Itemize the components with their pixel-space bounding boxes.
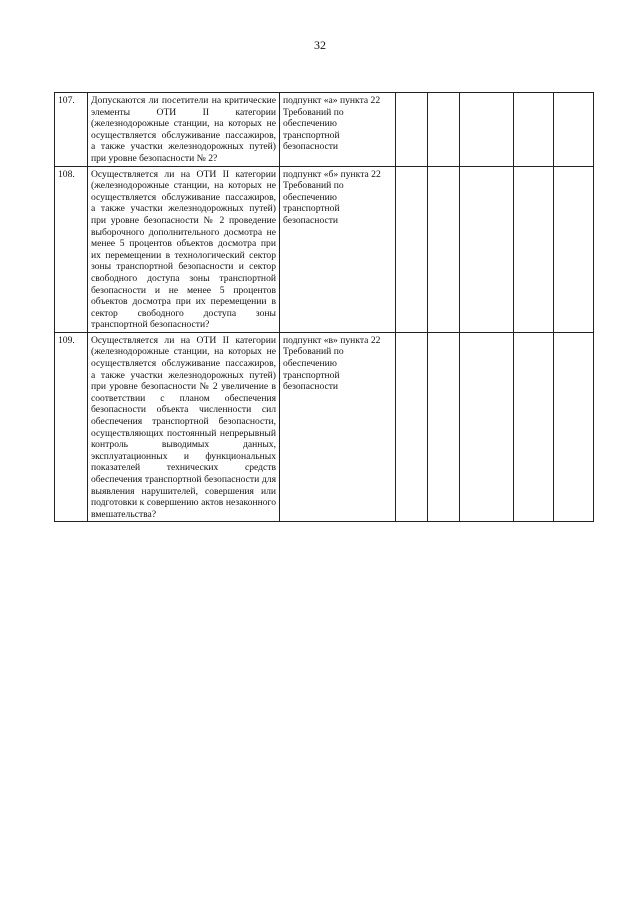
answer-not-applicable-cell xyxy=(460,332,514,522)
table-row xyxy=(55,332,594,522)
checklist-table xyxy=(54,92,594,522)
notes-cell xyxy=(554,93,594,167)
legal-basis: подпункт «а» пункта 22 Требований по обеспечению транспортной безопасности xyxy=(280,93,396,167)
answer-blank-cell xyxy=(514,166,554,332)
answer-blank-cell xyxy=(514,332,554,522)
answer-no-cell xyxy=(428,332,460,522)
answer-not-applicable-cell xyxy=(460,166,514,332)
row-number: 108. xyxy=(55,166,88,332)
answer-blank-cell xyxy=(514,93,554,167)
question-text: Осуществляется ли на ОТИ II категории (железнодорожные станции, на которых не осуществляется обслуживание пассажиров, а также участки железнодорожных путей) при уровне безопасности № 2 увеличение в соответствии с планом обеспечения безопасности объекта численности сил обеспечения транспортной безопасности, осуществляющих постоянный непрерывный контроль выводимых данных, эксплуатационных и функциональных показателей технических средств обеспечения транспортной безопасности для выявления нарушителей, совершения или подготовки к совершению актов незаконного вмешательства? xyxy=(88,332,280,522)
notes-cell xyxy=(554,332,594,522)
row-number: 107. xyxy=(55,93,88,167)
answer-yes-cell xyxy=(396,332,428,522)
table-row xyxy=(55,93,594,167)
answer-no-cell xyxy=(428,93,460,167)
answer-not-applicable-cell xyxy=(460,93,514,167)
page-number: 32 xyxy=(314,38,326,52)
notes-cell xyxy=(554,166,594,332)
table-row xyxy=(55,166,594,332)
answer-yes-cell xyxy=(396,93,428,167)
row-number: 109. xyxy=(55,332,88,522)
legal-basis: подпункт «б» пункта 22 Требований по обеспечению транспортной безопасности xyxy=(280,166,396,332)
answer-no-cell xyxy=(428,166,460,332)
question-text: Осуществляется ли на ОТИ II категории (железнодорожные станции, на которых не осуществляется обслуживание пассажиров, а также участки железнодорожных путей) при уровне безопасности № 2 проведение выборочного дополнительного досмотра не менее 5 процентов объектов досмотра при их перемещении в технологический сектор зоны транспортной безопасности и сектор свободного доступа зоны транспортной безопасности и не менее 5 процентов объектов досмотра при их перемещении в сектор свободного доступа зоны транспортной безопасности? xyxy=(88,166,280,332)
question-text: Допускаются ли посетители на критические элементы ОТИ II категории (железнодорожные станции, на которых не осуществляется обслуживание пассажиров, а также участки железнодорожных путей) при уровне безопасности № 2? xyxy=(88,93,280,167)
legal-basis: подпункт «в» пункта 22 Требований по обеспечению транспортной безопасности xyxy=(280,332,396,522)
answer-yes-cell xyxy=(396,166,428,332)
